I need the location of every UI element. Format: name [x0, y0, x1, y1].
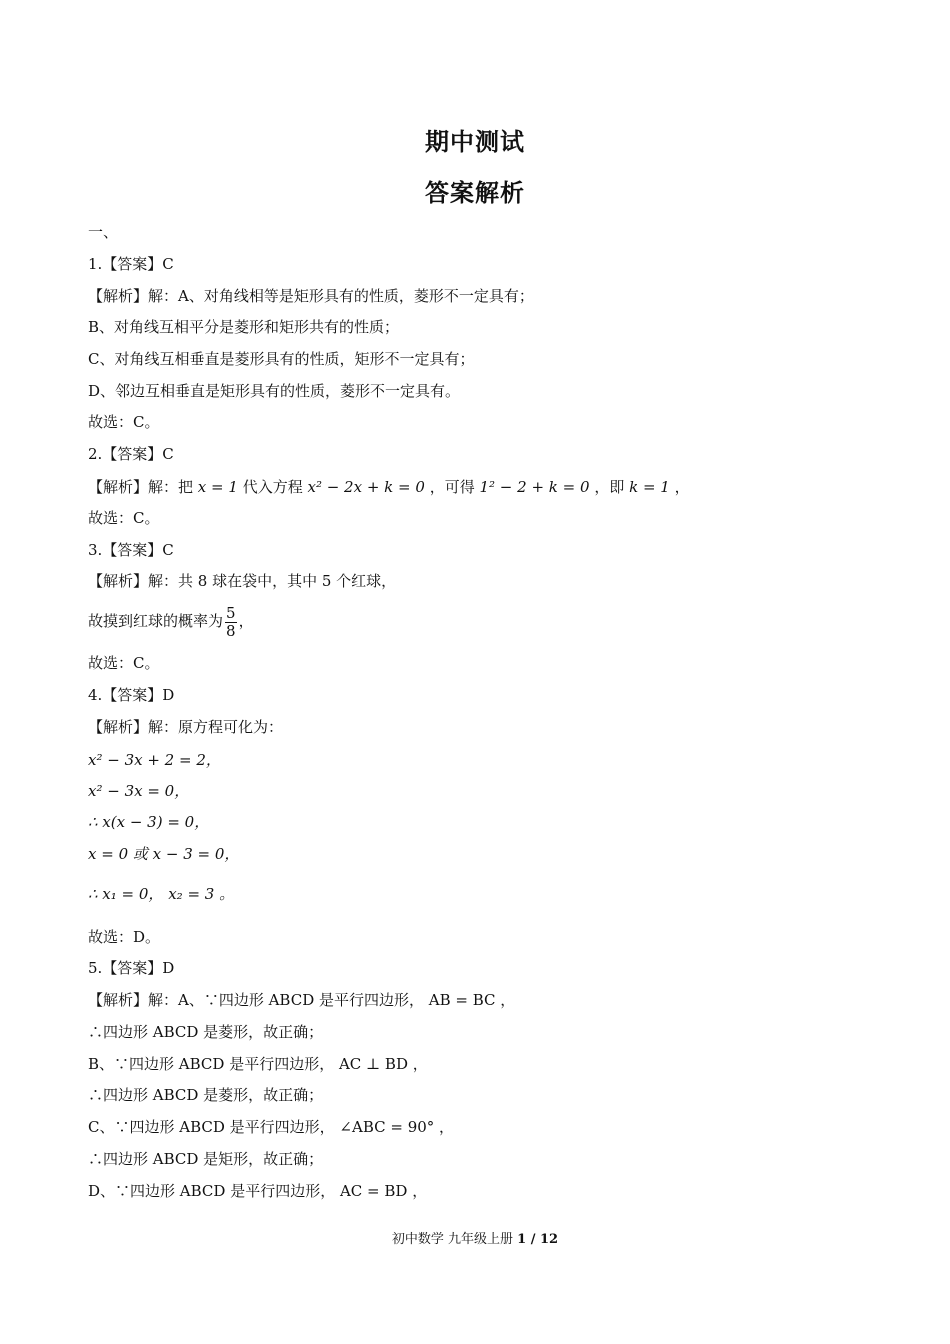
q1-line-5: 故选：C。: [88, 413, 160, 431]
q1-line-4: D、邻边互相垂直是矩形具有的性质，菱形不一定具有。: [88, 382, 461, 400]
q3-line-3: 故选：C。: [88, 654, 160, 672]
q3-fraction: [225, 605, 237, 640]
q1-line-1: 【解析】解：A、对角线相等是矩形具有的性质，菱形不一定具有；: [88, 287, 534, 305]
q2-text-prefix: 【解析】解：把: [88, 478, 194, 496]
page-total: 12: [540, 1232, 559, 1247]
q3-answer: 3.【答案】C: [88, 541, 174, 559]
page-footer: [0, 1228, 950, 1247]
page-subtitle: 答案解析: [425, 179, 525, 207]
q3-text-end: ，: [238, 612, 254, 630]
q2-answer: 2.【答案】C: [88, 445, 174, 463]
q2-text-mid1: 代入方程: [242, 478, 303, 496]
q4-line-5: x = 0 或 x − 3 = 0，: [88, 845, 240, 863]
q4-line-3: x² − 3x = 0，: [88, 782, 190, 800]
q5-line-3: B、∵四边形 ABCD 是平行四边形， AC ⊥ BD ，: [88, 1055, 428, 1073]
page-separator: /: [526, 1232, 541, 1247]
page-number: 1: [517, 1232, 527, 1247]
q4-answer: 4.【答案】D: [88, 686, 175, 704]
q1-answer: 1.【答案】C: [88, 255, 174, 273]
q2-line-2: 故选：C。: [88, 509, 160, 527]
q4-line-6: ∴ x₁ = 0， x₂ = 3 。: [88, 885, 235, 903]
q5-line-6: ∴四边形 ABCD 是矩形，故正确；: [88, 1150, 324, 1168]
q2-equation-k: k = 1: [629, 478, 670, 496]
footer-label: 初中数学 九年级上册: [391, 1232, 514, 1247]
q5-line-5: C、∵四边形 ABCD 是平行四边形， ∠ABC = 90° ，: [88, 1118, 455, 1136]
q5-line-1: 【解析】解：A、∵四边形 ABCD 是平行四边形， AB = BC ，: [88, 991, 516, 1009]
q3-line-1: 【解析】解：共 8 球在袋中，其中 5 个红球，: [88, 572, 397, 590]
q2-text-mid2: ，可得: [429, 478, 475, 496]
q2-text-mid3: ，即: [594, 478, 625, 496]
q2-equation-x: x = 1: [197, 478, 238, 496]
q2-equation-main: x² − 2x + k = 0: [307, 478, 425, 496]
q3-line-2: [88, 603, 254, 640]
fraction-denominator: 8: [226, 621, 236, 640]
q5-line-4: ∴四边形 ABCD 是菱形，故正确；: [88, 1086, 324, 1104]
q2-text-end: ，: [674, 478, 690, 496]
q2-line-1: [88, 477, 690, 497]
q1-line-2: B、对角线互相平分是菱形和矩形共有的性质；: [88, 318, 400, 336]
page-title: 期中测试: [425, 128, 525, 156]
q3-text-prefix: 故摸到红球的概率为: [88, 612, 224, 630]
section-heading: 一、: [88, 223, 119, 241]
q1-line-3: C、对角线互相垂直是菱形具有的性质，矩形不一定具有；: [88, 350, 475, 368]
q5-line-7: D、∵四边形 ABCD 是平行四边形， AC = BD ，: [88, 1182, 428, 1200]
q4-line-2: x² − 3x + 2 = 2，: [88, 751, 221, 769]
q4-line-7: 故选：D。: [88, 928, 161, 946]
q2-equation-sub: 1² − 2 + k = 0: [479, 478, 590, 496]
q5-line-2: ∴四边形 ABCD 是菱形，故正确；: [88, 1023, 324, 1041]
fraction-numerator: 5: [226, 603, 236, 622]
q5-answer: 5.【答案】D: [88, 959, 175, 977]
q4-line-1: 【解析】解：原方程可化为：: [88, 718, 284, 736]
q4-line-4: ∴ x(x − 3) = 0，: [88, 813, 210, 831]
